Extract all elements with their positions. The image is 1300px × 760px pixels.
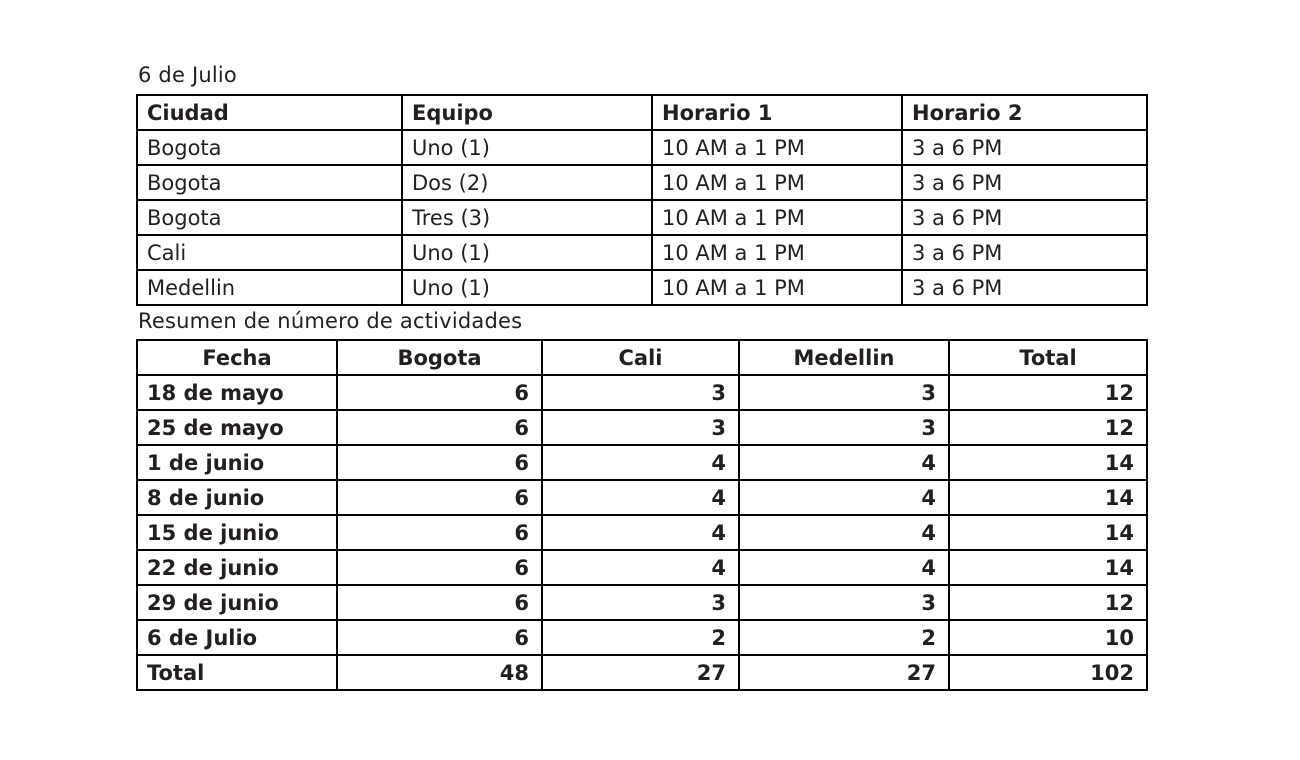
- table-header-row: [137, 95, 1147, 130]
- cell-bogota-total: 48: [337, 655, 542, 690]
- cell-horario-2: 3 a 6 PM: [902, 270, 1147, 305]
- cell-total: 14: [949, 445, 1147, 480]
- table-total-row: [137, 655, 1147, 690]
- column-header-bogota: Bogota: [337, 340, 542, 375]
- cell-horario-1: 10 AM a 1 PM: [652, 165, 902, 200]
- table-row: [137, 480, 1147, 515]
- table-row: [137, 130, 1147, 165]
- column-header-equipo: Equipo: [402, 95, 652, 130]
- cell-bogota: 6: [337, 515, 542, 550]
- cell-horario-2: 3 a 6 PM: [902, 165, 1147, 200]
- cell-medellin: 3: [739, 410, 949, 445]
- cell-bogota: 6: [337, 550, 542, 585]
- summary-table: [136, 339, 1148, 691]
- cell-fecha: 18 de mayo: [137, 375, 337, 410]
- table-row: [137, 585, 1147, 620]
- cell-cali: 2: [542, 620, 739, 655]
- cell-fecha: 25 de mayo: [137, 410, 337, 445]
- column-header-medellin: Medellin: [739, 340, 949, 375]
- cell-cali: 4: [542, 445, 739, 480]
- cell-grand-total: 102: [949, 655, 1147, 690]
- cell-ciudad: Bogota: [137, 130, 402, 165]
- cell-horario-2: 3 a 6 PM: [902, 235, 1147, 270]
- cell-fecha: 8 de junio: [137, 480, 337, 515]
- cell-equipo: Dos (2): [402, 165, 652, 200]
- cell-cali: 4: [542, 515, 739, 550]
- cell-total: 14: [949, 550, 1147, 585]
- schedule-caption: 6 de Julio: [138, 63, 237, 87]
- summary-caption: Resumen de número de actividades: [138, 309, 523, 333]
- cell-bogota: 6: [337, 410, 542, 445]
- cell-total: 10: [949, 620, 1147, 655]
- column-header-cali: Cali: [542, 340, 739, 375]
- cell-total: 14: [949, 480, 1147, 515]
- cell-horario-2: 3 a 6 PM: [902, 200, 1147, 235]
- cell-medellin: 4: [739, 550, 949, 585]
- cell-cali: 4: [542, 480, 739, 515]
- cell-equipo: Uno (1): [402, 235, 652, 270]
- cell-medellin: 2: [739, 620, 949, 655]
- cell-bogota: 6: [337, 585, 542, 620]
- column-header-horario-2: Horario 2: [902, 95, 1147, 130]
- cell-equipo: Uno (1): [402, 130, 652, 165]
- cell-cali: 3: [542, 375, 739, 410]
- cell-ciudad: Cali: [137, 235, 402, 270]
- cell-medellin-total: 27: [739, 655, 949, 690]
- cell-bogota: 6: [337, 445, 542, 480]
- table-row: [137, 165, 1147, 200]
- cell-ciudad: Bogota: [137, 200, 402, 235]
- cell-horario-1: 10 AM a 1 PM: [652, 200, 902, 235]
- cell-total: 14: [949, 515, 1147, 550]
- cell-total: 12: [949, 375, 1147, 410]
- cell-bogota: 6: [337, 375, 542, 410]
- cell-ciudad: Medellin: [137, 270, 402, 305]
- schedule-table: [136, 94, 1148, 306]
- cell-ciudad: Bogota: [137, 165, 402, 200]
- cell-horario-1: 10 AM a 1 PM: [652, 130, 902, 165]
- cell-fecha: 6 de Julio: [137, 620, 337, 655]
- cell-medellin: 4: [739, 480, 949, 515]
- table-row: [137, 445, 1147, 480]
- table-header-row: [137, 340, 1147, 375]
- cell-fecha: 1 de junio: [137, 445, 337, 480]
- column-header-horario-1: Horario 1: [652, 95, 902, 130]
- cell-fecha: 22 de junio: [137, 550, 337, 585]
- column-header-fecha: Fecha: [137, 340, 337, 375]
- cell-cali-total: 27: [542, 655, 739, 690]
- cell-fecha-total: Total: [137, 655, 337, 690]
- cell-horario-1: 10 AM a 1 PM: [652, 270, 902, 305]
- cell-cali: 3: [542, 585, 739, 620]
- table-row: [137, 200, 1147, 235]
- cell-equipo: Uno (1): [402, 270, 652, 305]
- cell-total: 12: [949, 410, 1147, 445]
- table-row: [137, 235, 1147, 270]
- cell-cali: 3: [542, 410, 739, 445]
- cell-bogota: 6: [337, 620, 542, 655]
- cell-medellin: 3: [739, 375, 949, 410]
- cell-fecha: 15 de junio: [137, 515, 337, 550]
- cell-fecha: 29 de junio: [137, 585, 337, 620]
- cell-medellin: 4: [739, 445, 949, 480]
- table-row: [137, 410, 1147, 445]
- table-row: [137, 375, 1147, 410]
- column-header-total: Total: [949, 340, 1147, 375]
- cell-bogota: 6: [337, 480, 542, 515]
- cell-equipo: Tres (3): [402, 200, 652, 235]
- cell-horario-1: 10 AM a 1 PM: [652, 235, 902, 270]
- table-row: [137, 270, 1147, 305]
- cell-horario-2: 3 a 6 PM: [902, 130, 1147, 165]
- cell-cali: 4: [542, 550, 739, 585]
- cell-medellin: 4: [739, 515, 949, 550]
- table-row: [137, 620, 1147, 655]
- cell-total: 12: [949, 585, 1147, 620]
- column-header-ciudad: Ciudad: [137, 95, 402, 130]
- table-row: [137, 515, 1147, 550]
- table-row: [137, 550, 1147, 585]
- cell-medellin: 3: [739, 585, 949, 620]
